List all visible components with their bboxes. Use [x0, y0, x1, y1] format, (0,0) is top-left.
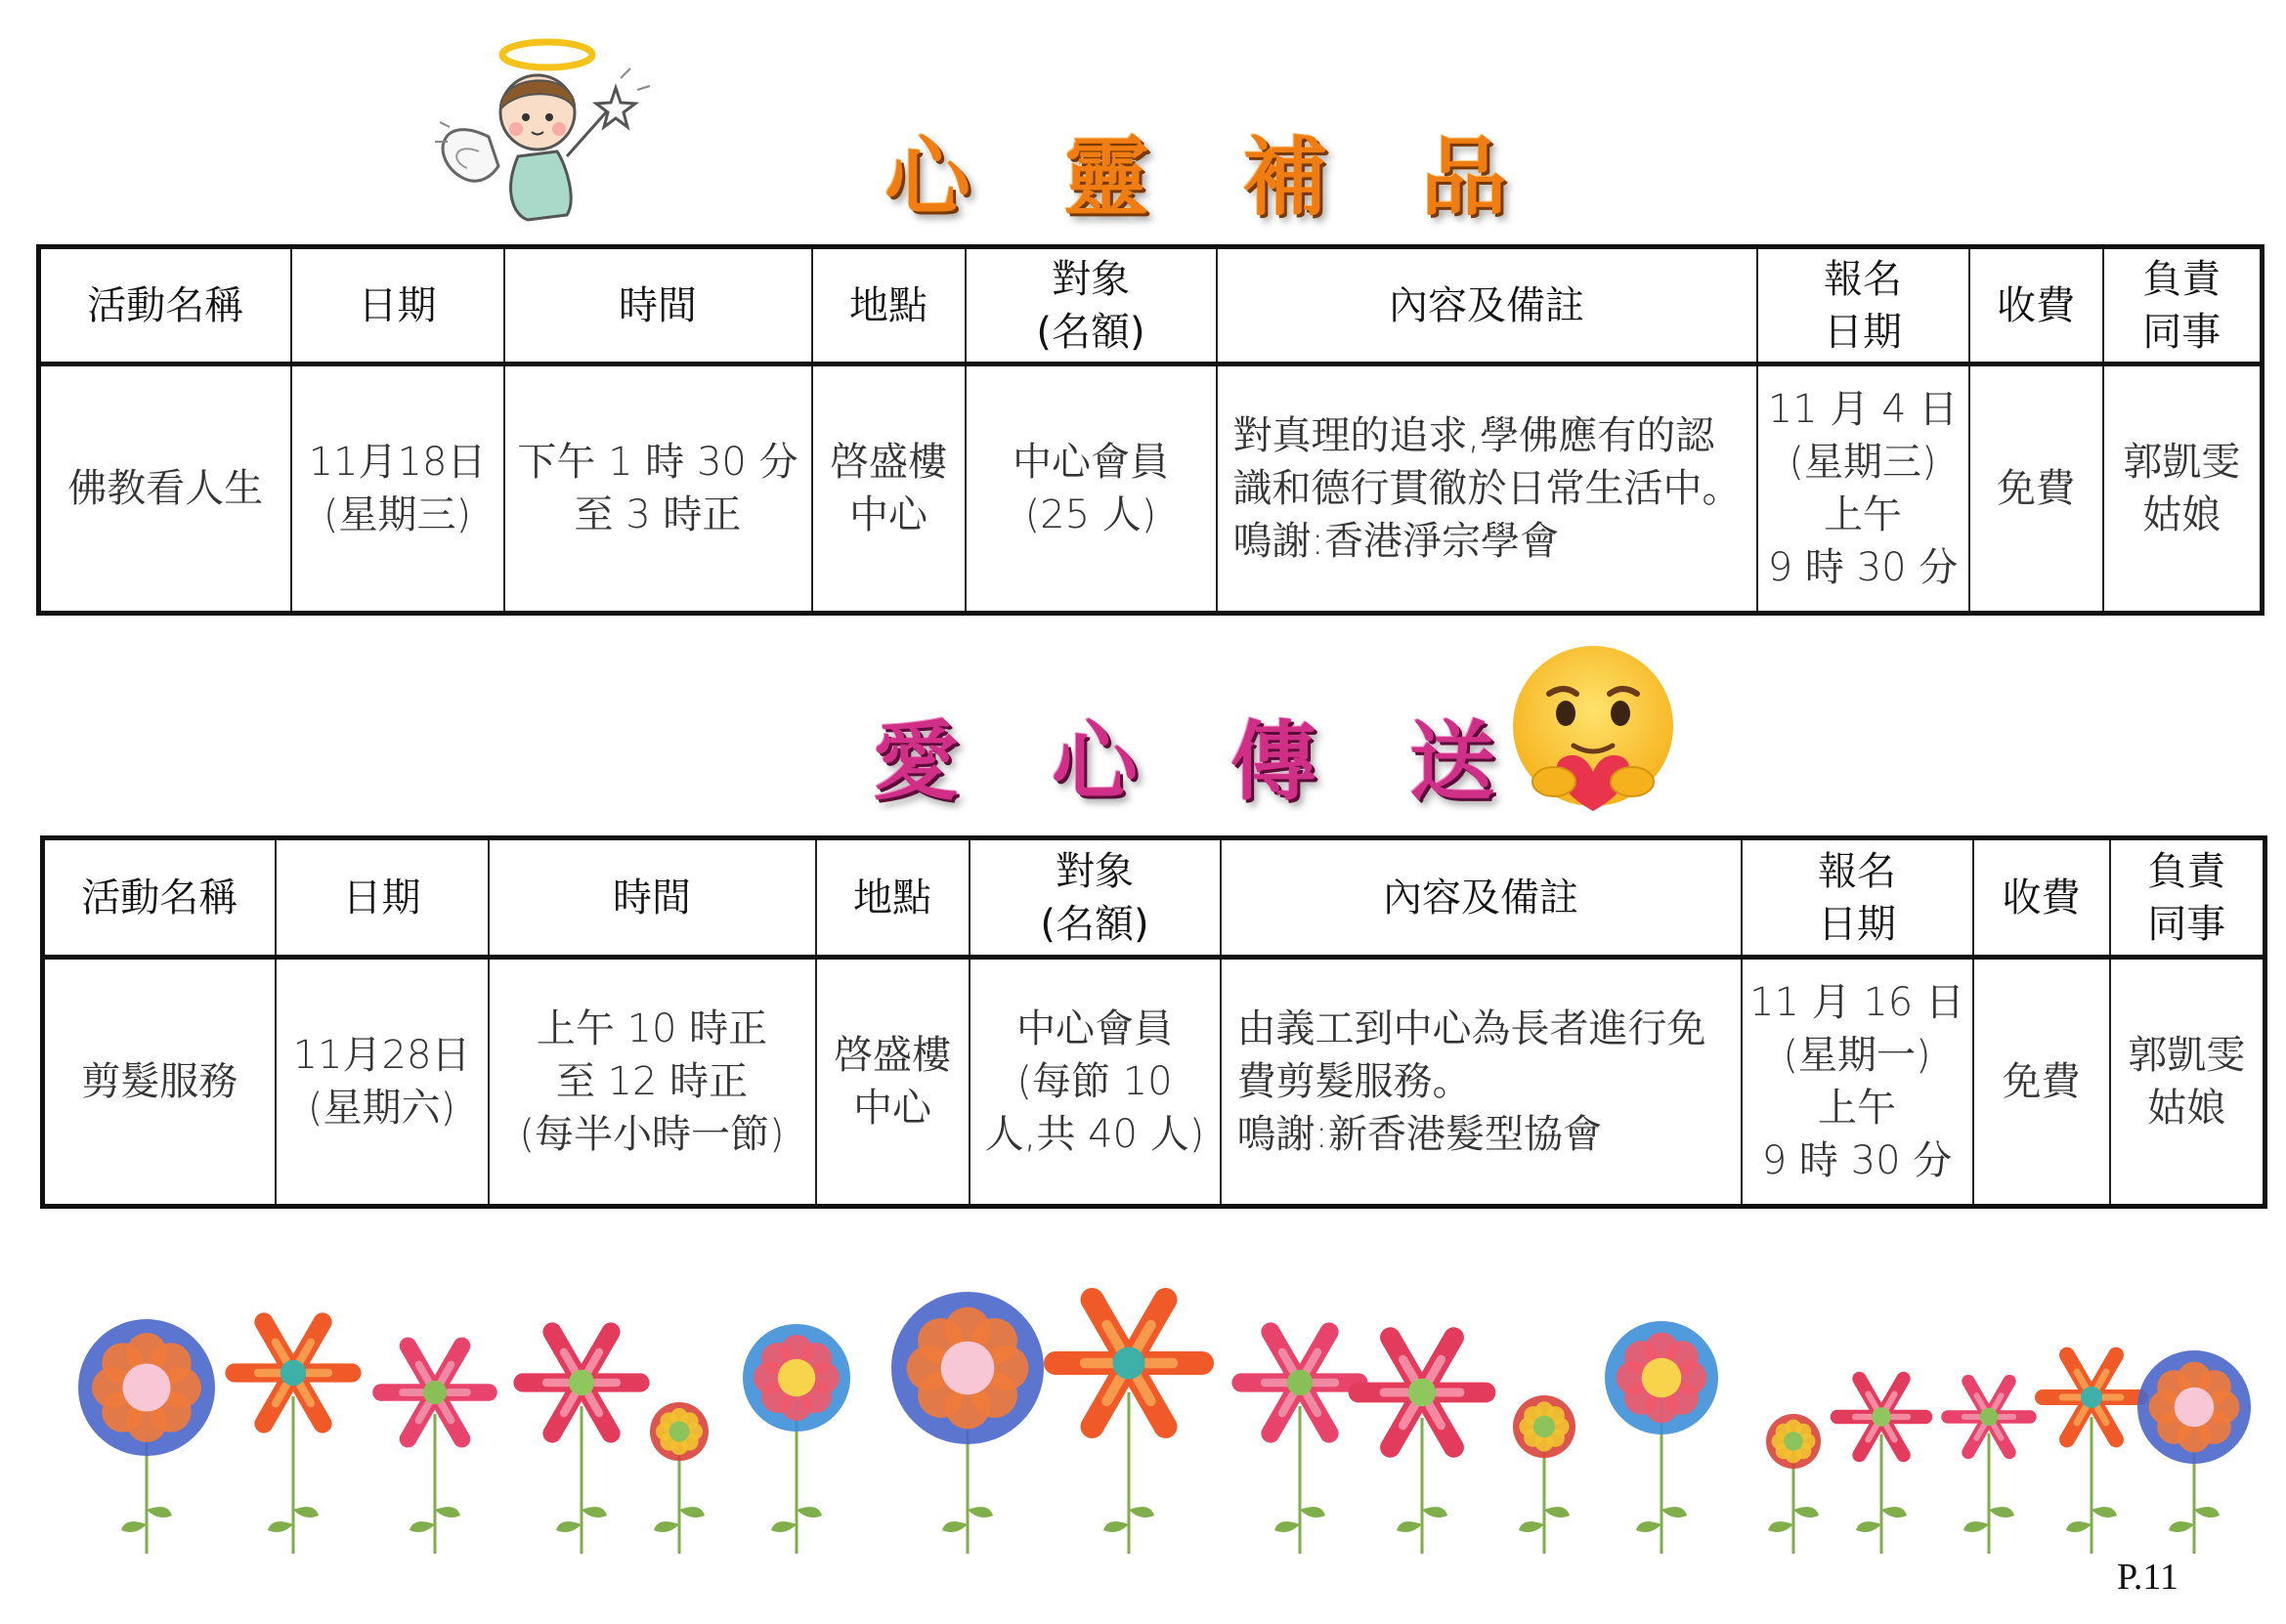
cell-time: 上午 10 時正 至 12 時正 (每半小時一節)	[489, 958, 816, 1207]
flower-border-icon	[54, 1270, 2277, 1563]
header-content: 內容及備註	[1217, 247, 1757, 364]
header-staff: 負責 同事	[2110, 838, 2265, 958]
cell-staff: 郭凱雯 姑娘	[2110, 958, 2265, 1207]
schedule-table-1	[36, 244, 2264, 616]
table-header-row	[43, 838, 2265, 958]
section-2-title	[873, 694, 1495, 817]
title-char: 靈	[1063, 126, 1150, 228]
care-emoji-icon	[1500, 640, 1686, 826]
section-1-title	[884, 109, 1507, 233]
header-target: 對象 (名額)	[966, 247, 1217, 364]
title-char: 愛	[873, 710, 960, 812]
schedule-table-2	[40, 835, 2267, 1209]
header-signup: 報名 日期	[1757, 247, 1969, 364]
cell-content: 對真理的追求,學佛應有的認 識和德行貫徹於日常生活中。 鳴謝:香港淨宗學會	[1217, 364, 1757, 614]
cell-fee: 免費	[1973, 958, 2110, 1207]
cell-date: 11月18日 (星期三)	[291, 364, 504, 614]
cell-target: 中心會員 (每節 10 人,共 40 人)	[970, 958, 1221, 1207]
header-date: 日期	[291, 247, 504, 364]
header-signup: 報名 日期	[1742, 838, 1973, 958]
page-number: P.11	[2116, 1557, 2178, 1598]
title-char: 心	[884, 126, 971, 228]
cell-target: 中心會員 (25 人)	[966, 364, 1217, 614]
header-venue: 地點	[812, 247, 966, 364]
cell-time: 下午 1 時 30 分 至 3 時正	[504, 364, 812, 614]
header-name: 活動名稱	[39, 247, 291, 364]
title-char: 傳	[1230, 710, 1317, 812]
table-row	[39, 364, 2263, 614]
cell-fee: 免費	[1969, 364, 2103, 614]
header-staff: 負責 同事	[2103, 247, 2263, 364]
header-content: 內容及備註	[1221, 838, 1742, 958]
header-target: 對象 (名額)	[970, 838, 1221, 958]
header-fee: 收費	[1969, 247, 2103, 364]
cell-name: 佛教看人生	[39, 364, 291, 614]
header-name: 活動名稱	[43, 838, 276, 958]
title-char: 送	[1409, 710, 1496, 812]
table-header-row	[39, 247, 2263, 364]
cell-venue: 啓盛樓 中心	[816, 958, 970, 1207]
title-char: 品	[1421, 126, 1508, 228]
header-venue: 地點	[816, 838, 970, 958]
cell-signup: 11 月 4 日 (星期三) 上午 9 時 30 分	[1757, 364, 1969, 614]
cell-signup: 11 月 16 日 (星期一) 上午 9 時 30 分	[1742, 958, 1973, 1207]
cell-name: 剪髮服務	[43, 958, 276, 1207]
cell-content: 由義工到中心為長者進行免 費剪髮服務。 鳴謝:新香港髮型協會	[1221, 958, 1742, 1207]
cell-venue: 啓盛樓 中心	[812, 364, 966, 614]
header-fee: 收費	[1973, 838, 2110, 958]
angel-icon	[420, 20, 655, 230]
table-row	[43, 958, 2265, 1207]
header-time: 時間	[489, 838, 816, 958]
cell-date: 11月28日 (星期六)	[276, 958, 489, 1207]
title-char: 心	[1052, 710, 1139, 812]
title-char: 補	[1242, 126, 1329, 228]
header-time: 時間	[504, 247, 812, 364]
cell-staff: 郭凱雯 姑娘	[2103, 364, 2263, 614]
header-date: 日期	[276, 838, 489, 958]
